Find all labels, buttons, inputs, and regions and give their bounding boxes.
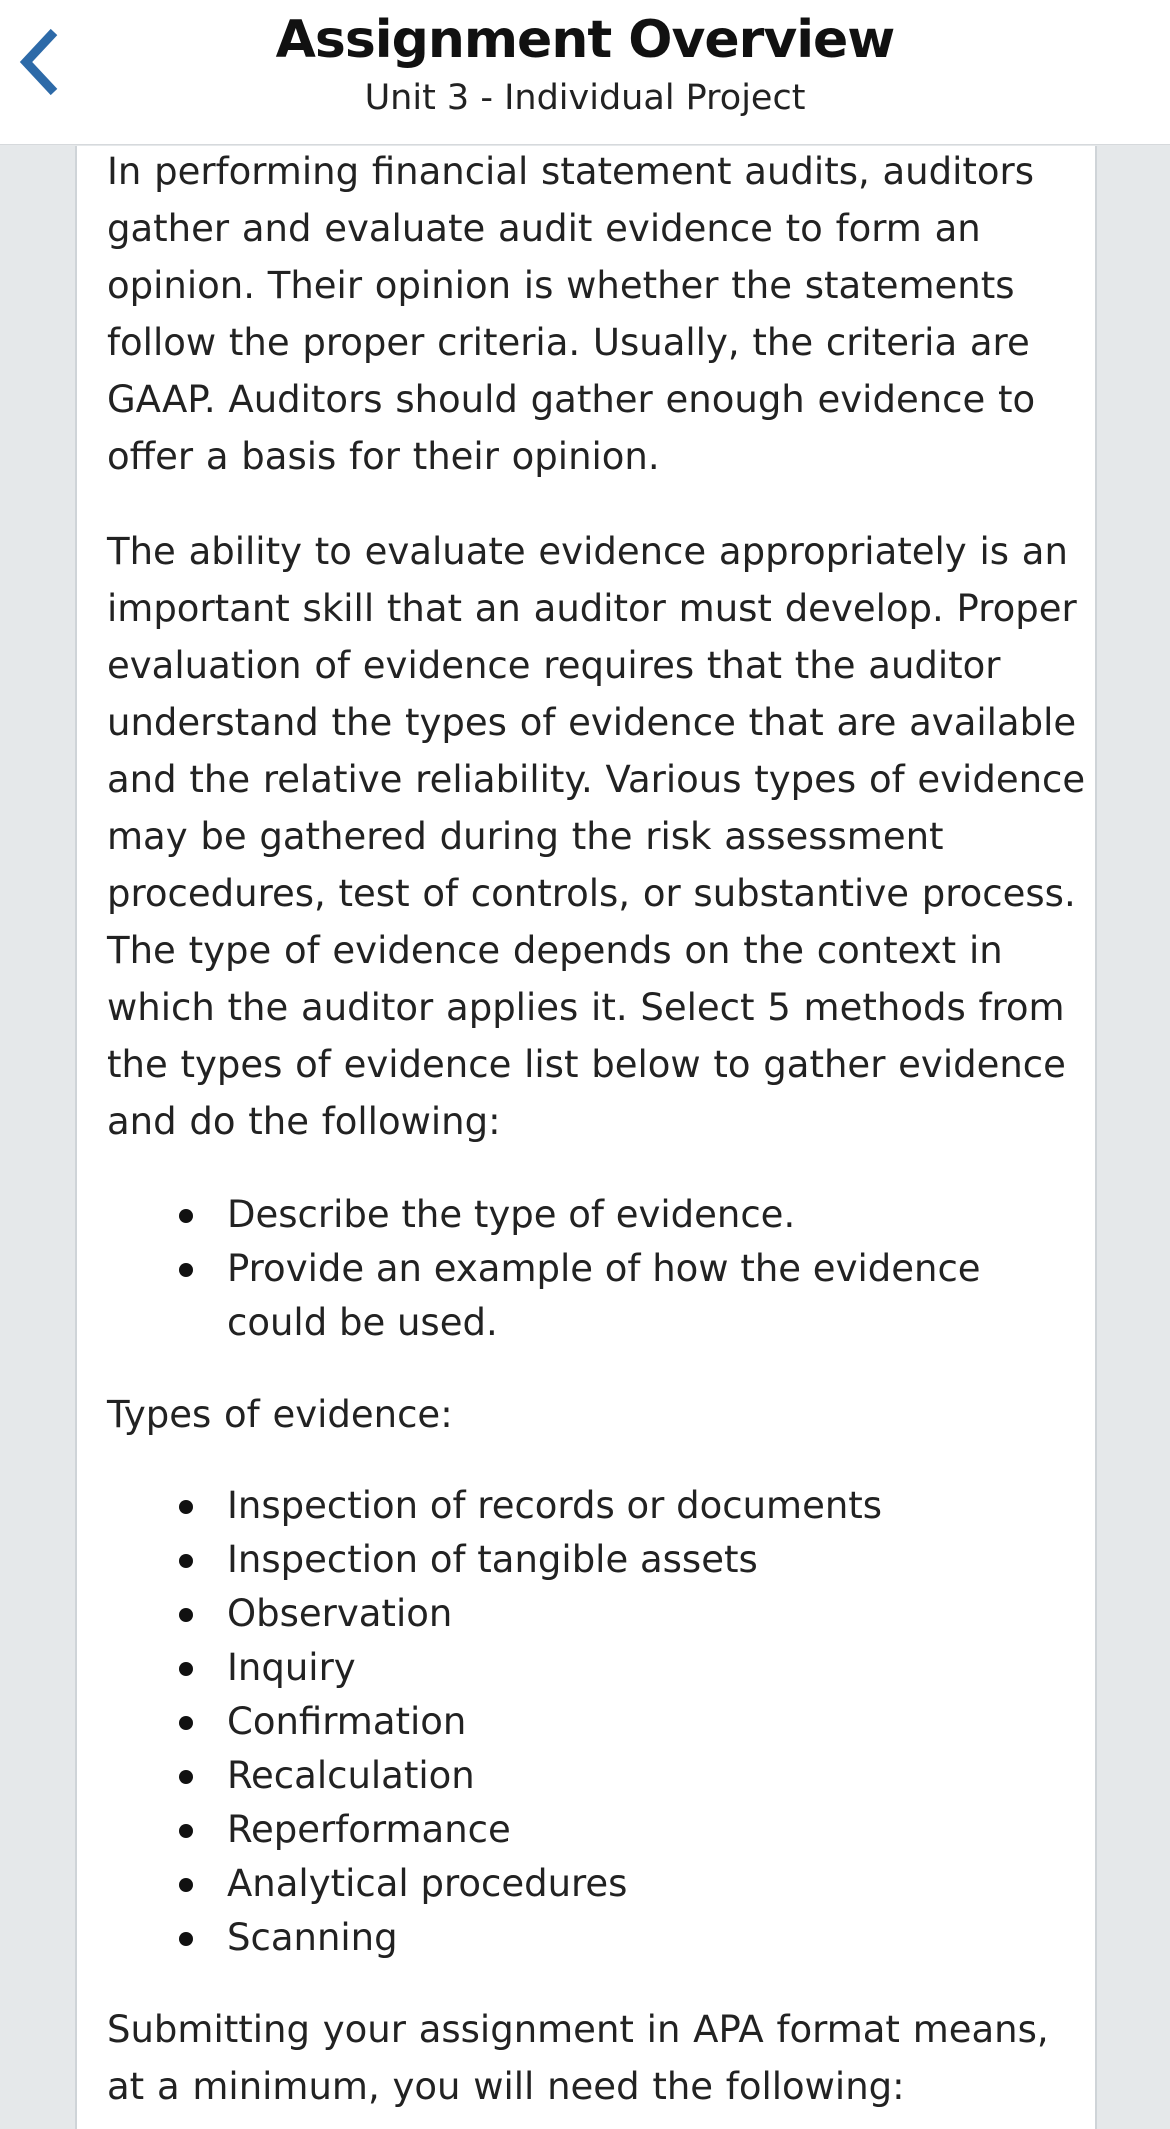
bullet-icon — [179, 1662, 193, 1676]
bullet-icon — [179, 1209, 193, 1223]
bullet-icon — [179, 1716, 193, 1730]
list-item: Analytical procedures — [107, 1857, 1092, 1911]
bullet-icon — [179, 1878, 193, 1892]
bullet-icon — [179, 1770, 193, 1784]
intro-paragraph: In performing financial statement audits, auditors gather and evaluate audit evidence to form an opinion. Their opinion is whether the statements follow the proper criteria. Usually, the criteria are GAAP. Auditors should gather enough evidence to offer a basis for their opinion. — [107, 150, 1036, 478]
bullet-icon — [179, 1263, 193, 1277]
assignment-content[interactable] — [75, 146, 1097, 2129]
bullet-icon — [179, 1500, 193, 1514]
evidence-paragraph: The ability to evaluate evidence appropriately is an important skill that an auditor must develop. Proper evaluation of evidence requires that the auditor understand the types of evidence that are available and the relative reliability. Various types of evidence may be gathered during the risk assessment procedures, test of controls, or substantive process. The type of evidence depends on the context in which the auditor applies it. Select 5 methods from the types of evidence list below to gather evidence and do the following: — [107, 530, 1086, 1143]
list-item: Describe the type of evidence. — [107, 1188, 1092, 1242]
evidence-types-list — [107, 1479, 1092, 1965]
task-list — [107, 1188, 1092, 1350]
top-header — [0, 0, 1170, 145]
list-item: Reperformance — [107, 1803, 1092, 1857]
types-label: Types of evidence: — [107, 1393, 453, 1436]
list-item: Inspection of records or documents — [107, 1479, 1092, 1533]
list-item: Scanning — [107, 1911, 1092, 1965]
list-item: Provide an example of how the evidence could be used. — [107, 1242, 1092, 1350]
bullet-icon — [179, 1932, 193, 1946]
apa-paragraph: Submitting your assignment in APA format means, at a minimum, you will need the following: — [107, 2008, 1049, 2108]
bullet-icon — [179, 1554, 193, 1568]
list-item: Recalculation — [107, 1749, 1092, 1803]
bullet-icon — [179, 1608, 193, 1622]
list-item: Inquiry — [107, 1641, 1092, 1695]
list-item: Confirmation — [107, 1695, 1092, 1749]
bullet-icon — [179, 1824, 193, 1838]
page-title: Assignment Overview — [275, 10, 895, 70]
list-item: Inspection of tangible assets — [107, 1533, 1092, 1587]
content-body — [107, 146, 1092, 2129]
page-subtitle: Unit 3 - Individual Project — [364, 78, 806, 118]
list-item: Observation — [107, 1587, 1092, 1641]
